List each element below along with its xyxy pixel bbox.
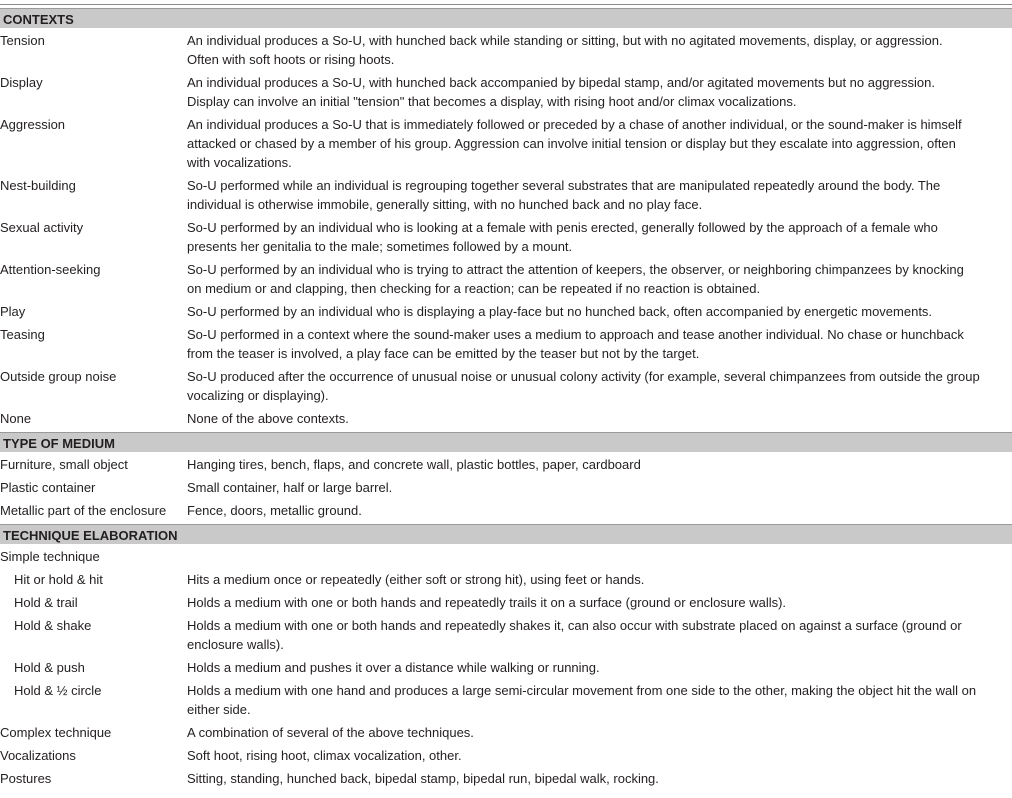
term-cell: Hold & ½ circle <box>14 683 102 698</box>
definition-line: So-U performed by an individual who is trying to attract the attention of keepers, the observer, or neighboring chimpanzees by knocking <box>187 262 964 277</box>
table-row <box>0 218 1012 256</box>
table-row <box>0 501 1012 520</box>
term-cell: Hold & shake <box>14 618 92 633</box>
definition-line: Hanging tires, bench, flaps, and concrete wall, plastic bottles, paper, cardboard <box>187 457 641 472</box>
table-row <box>0 31 1012 69</box>
section-header-technique: TECHNIQUE ELABORATION <box>0 524 1012 544</box>
term-cell: Outside group noise <box>0 369 117 384</box>
definition-cell <box>187 723 1012 742</box>
term-cell: Complex technique <box>0 725 112 740</box>
definition-line: Sitting, standing, hunched back, bipedal stamp, bipedal run, bipedal walk, rocking. <box>187 771 659 786</box>
technique-section <box>0 547 1012 788</box>
table-row <box>0 616 1012 654</box>
definition-line: either side. <box>187 702 251 717</box>
definition-cell <box>187 616 1012 654</box>
table-row <box>0 325 1012 363</box>
term-cell: Metallic part of the enclosure <box>0 503 167 518</box>
term-cell: None <box>0 411 32 426</box>
simple-technique-label: Simple technique <box>0 549 100 564</box>
term-cell: Sexual activity <box>0 220 84 235</box>
table-row <box>0 367 1012 405</box>
definition-line: Fence, doors, metallic ground. <box>187 503 362 518</box>
term-cell: Teasing <box>0 327 45 342</box>
definition-line: Holds a medium and pushes it over a distance while walking or running. <box>187 660 600 675</box>
definition-cell <box>187 115 1012 172</box>
table-row <box>0 455 1012 474</box>
definition-line: Soft hoot, rising hoot, climax vocalization, other. <box>187 748 462 763</box>
term-cell: Nest-building <box>0 178 76 193</box>
definition-cell <box>187 570 1012 589</box>
table-row <box>0 769 1012 788</box>
definition-line: from the teaser is involved, a play face can be emitted by the teaser but not by the target. <box>187 346 700 361</box>
table-row <box>0 115 1012 172</box>
definition-line: individual is otherwise immobile, generally sitting, with no hunched back and no play face. <box>187 197 703 212</box>
definition-line: Small container, half or large barrel. <box>187 480 393 495</box>
term-cell: Hold & trail <box>14 595 78 610</box>
table-row <box>0 570 1012 589</box>
table-row <box>0 409 1012 428</box>
term-cell: Postures <box>0 771 52 786</box>
term-cell: Hold & push <box>14 660 85 675</box>
section-header-medium: TYPE OF MEDIUM <box>0 432 1012 452</box>
definition-cell <box>187 478 1012 497</box>
term-cell: Tension <box>0 33 45 48</box>
definition-line: on medium or and clapping, then checking for a reaction; can be repeated if no reaction is obtained. <box>187 281 761 296</box>
definition-cell <box>187 658 1012 677</box>
definition-cell <box>187 73 1012 111</box>
definition-line: An individual produces a So-U, with hunched back accompanied by bipedal stamp, and/or agitated movements but no aggression. <box>187 75 935 90</box>
term-cell: Aggression <box>0 117 66 132</box>
definition-cell <box>187 681 1012 719</box>
definition-line: So-U produced after the occurrence of unusual noise or unusual colony activity (for example, several chimpanzees from outside the group <box>187 369 980 384</box>
term-cell: Play <box>0 304 26 319</box>
definition-line: attacked or chased by a member of his group. Aggression can involve initial tension or display but they escalate into aggression, often <box>187 136 956 151</box>
definition-line: Display can involve an initial "tension" that becomes a display, with rising hoot and/or climax vocalizations. <box>187 94 797 109</box>
definition-cell <box>187 218 1012 256</box>
definition-line: Often with soft hoots or rising hoots. <box>187 52 395 67</box>
definition-line: So-U performed while an individual is regrouping together several substrates that are manipulated repeatedly around the body. The <box>187 178 941 193</box>
definition-line: Holds a medium with one or both hands and repeatedly shakes it, can also occur with substrate placed on against a surface (ground or <box>187 618 962 633</box>
definition-cell <box>187 593 1012 612</box>
term-cell: Display <box>0 75 43 90</box>
definition-line: So-U performed by an individual who is looking at a female with penis erected, generally followed by the approach of a female who <box>187 220 938 235</box>
definition-cell <box>187 176 1012 214</box>
definition-line: with vocalizations. <box>187 155 292 170</box>
definition-line: An individual produces a So-U, with hunched back while standing or sitting, but with no agitated movements, display, or aggression. <box>187 33 943 48</box>
definition-line: Holds a medium with one hand and produces a large semi-circular movement from one side to the other, making the object hit the wall on <box>187 683 977 698</box>
definition-line: A combination of several of the above techniques. <box>187 725 474 740</box>
definition-line: An individual produces a So-U that is immediately followed or preceded by a chase of another individual, or the sound-maker is himself <box>187 117 962 132</box>
definition-line: Holds a medium with one or both hands and repeatedly trails it on a surface (ground or enclosure walls). <box>187 595 787 610</box>
definition-cell <box>187 746 1012 765</box>
term-cell: Attention-seeking <box>0 262 101 277</box>
term-cell: Hit or hold & hit <box>14 572 103 587</box>
table-row <box>0 302 1012 321</box>
definition-line: None of the above contexts. <box>187 411 349 426</box>
table-row <box>0 746 1012 765</box>
term-cell: Vocalizations <box>0 748 76 763</box>
table-row <box>0 73 1012 111</box>
definition-line: So-U performed in a context where the sound-maker uses a medium to approach and tease another individual. No chase or hunchback <box>187 327 964 342</box>
definition-cell <box>187 409 1012 428</box>
definition-cell <box>187 769 1012 788</box>
definition-cell <box>187 325 1012 363</box>
table-row <box>0 176 1012 214</box>
table-row <box>0 681 1012 719</box>
table-row <box>0 478 1012 497</box>
term-cell: Plastic container <box>0 480 96 495</box>
top-rule <box>0 4 1012 5</box>
section-header-contexts: CONTEXTS <box>0 8 1012 28</box>
definition-cell <box>187 455 1012 474</box>
definition-line: So-U performed by an individual who is displaying a play-face but no hunched back, often accompanied by energetic movements. <box>187 304 933 319</box>
definition-line: Hits a medium once or repeatedly (either soft or strong hit), using feet or hands. <box>187 572 645 587</box>
definition-line: vocalizing or displaying). <box>187 388 329 403</box>
definition-cell <box>187 302 1012 321</box>
definition-cell <box>187 501 1012 520</box>
definition-cell <box>187 260 1012 298</box>
definition-line: presents her genitalia to the male; sometimes followed by a mount. <box>187 239 573 254</box>
table-row <box>0 658 1012 677</box>
definition-cell <box>187 367 1012 405</box>
term-cell: Furniture, small object <box>0 457 128 472</box>
definition-line: enclosure walls). <box>187 637 284 652</box>
contexts-section <box>0 31 1012 428</box>
table-row <box>0 593 1012 612</box>
medium-section <box>0 455 1012 520</box>
table-row <box>0 260 1012 298</box>
table-row <box>0 723 1012 742</box>
definition-cell <box>187 31 1012 69</box>
